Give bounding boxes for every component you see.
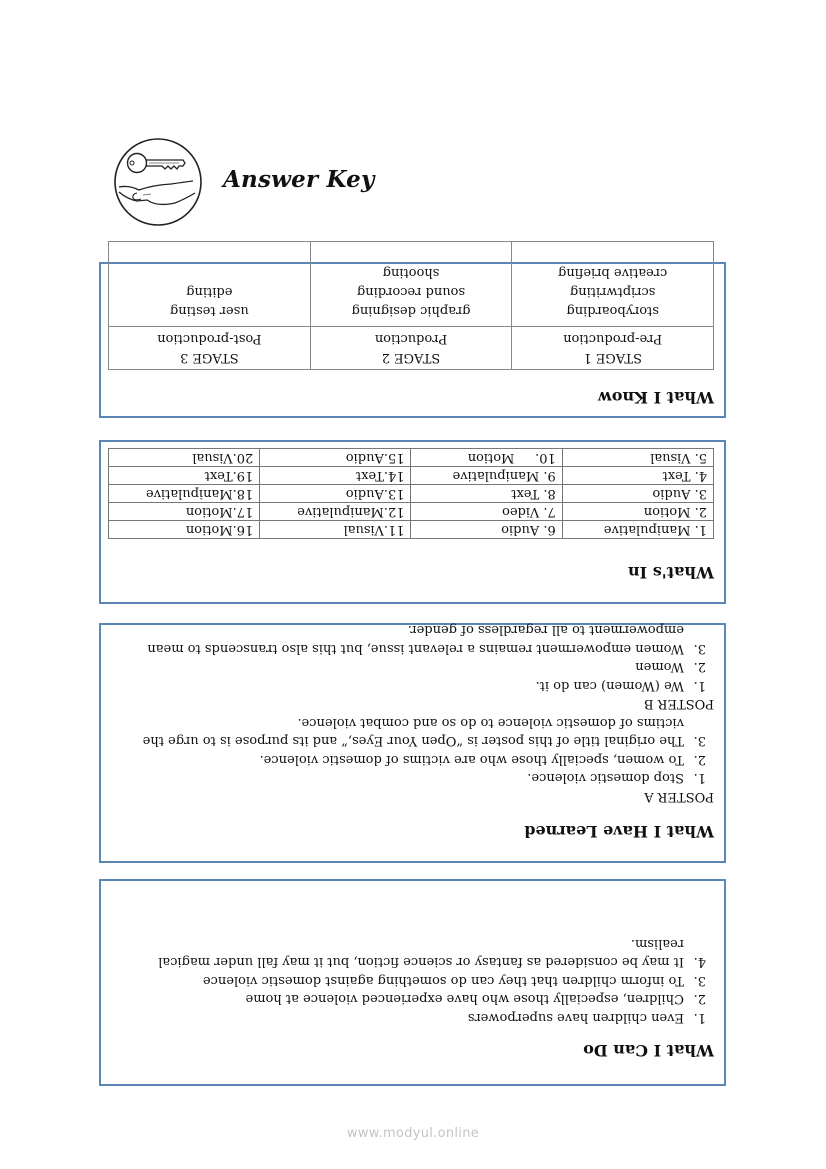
answer-cell: 3. Audio	[562, 485, 713, 503]
stage-tasks	[512, 242, 714, 327]
poster-label: POSTER A	[644, 789, 714, 804]
item-text: To women, specially those who are victims of domestic violence.	[259, 752, 684, 767]
answer-cell: 17.Motion	[109, 503, 260, 521]
stages-table	[108, 241, 714, 370]
section-title: What I Can Do	[583, 1041, 714, 1060]
task: graphic designing	[351, 303, 471, 318]
answer-key-title: Answer Key	[223, 166, 375, 193]
answer-cell: 7. Video	[411, 503, 562, 521]
list-item	[114, 768, 706, 787]
item-number: 3.	[693, 973, 706, 988]
list-item	[114, 713, 706, 750]
item-number: 3.	[693, 641, 706, 656]
item-number: 1.	[693, 1010, 706, 1025]
poster-label: POSTER B	[644, 696, 714, 712]
section-title: What I Have Learned	[524, 822, 714, 841]
answer-cell: 1. Manipulative	[562, 521, 713, 539]
answer-cell: 6. Audio	[411, 521, 562, 539]
answer-cell: 9. Manipulative	[411, 467, 562, 485]
item-text: It may be considered as fantasy or science fiction, but it may fall under magical realism.	[158, 936, 684, 970]
answer-cell: 19.Text	[109, 467, 260, 485]
stage-label: STAGE 2	[310, 348, 512, 370]
item-text: We (Women) can do it.	[535, 678, 684, 693]
item-number: 4.	[693, 954, 706, 970]
item-number: 2.	[693, 659, 706, 675]
task: user testing	[169, 303, 249, 318]
answer-cell: 13.Audio	[260, 485, 411, 503]
list-item	[114, 657, 706, 676]
item-text: The original title of this poster is “Open Your Eyes,” and its purpose is to urge the victims of domestic violence to do so and combat violence.	[142, 715, 684, 749]
answer-cell: 8. Text	[411, 485, 562, 503]
what-i-can-do-section	[99, 879, 726, 1086]
table-row	[109, 521, 714, 539]
list-item	[114, 971, 706, 990]
section-title: What I Know	[598, 388, 714, 407]
item-number: 2.	[693, 752, 706, 767]
answer-cell: 14.Text	[260, 467, 411, 485]
stage-tasks	[310, 242, 512, 327]
what-i-have-learned-section	[99, 623, 726, 863]
item-text: Women	[635, 659, 684, 675]
list-item	[114, 1008, 706, 1027]
table-row	[109, 503, 714, 521]
list-item	[114, 934, 706, 971]
phase-label: Pre-production	[512, 327, 714, 349]
table-row	[109, 467, 714, 485]
poster-b-answers	[114, 620, 714, 694]
task: shooting	[382, 265, 440, 280]
phase-label: Production	[310, 327, 512, 349]
can-do-answers	[114, 934, 714, 1027]
stage-label: STAGE 3	[109, 348, 311, 370]
answers-table	[108, 448, 714, 539]
can-do-content	[114, 934, 714, 1027]
list-item	[114, 750, 706, 769]
stage-label: STAGE 1	[512, 348, 714, 370]
what-i-know-section	[99, 262, 726, 418]
item-number: 3.	[693, 733, 706, 749]
list-item	[114, 620, 706, 657]
watermark: www.modyul.online	[346, 1126, 480, 1141]
item-number: 2.	[693, 991, 706, 1007]
list-item	[114, 676, 706, 695]
item-text: Stop domestic violence.	[527, 770, 684, 786]
answer-cell: 15.Audio	[260, 449, 411, 467]
learned-content	[114, 620, 714, 805]
item-number: 1.	[693, 678, 706, 693]
poster-a-answers	[114, 713, 714, 787]
table-row	[109, 485, 714, 503]
task: scriptwriting	[569, 284, 656, 299]
stage-tasks	[109, 242, 311, 327]
task: sound recording	[356, 284, 466, 299]
answer-cell: 2. Motion	[562, 503, 713, 521]
item-text: Children, especially those who have experienced violence at home	[245, 991, 684, 1007]
item-number: 1.	[693, 770, 706, 786]
list-item	[114, 989, 706, 1008]
task: creative briefing	[558, 265, 668, 280]
answer-cell: 4. Text	[562, 467, 713, 485]
item-text: To inform children that they can do something against domestic violence	[202, 973, 684, 988]
answer-cell: 11.Visual	[260, 521, 411, 539]
item-text: Women empowerment remains a relevant issue, but this also transcends to mean empowerment to all regardless of gender.	[147, 622, 684, 656]
answer-cell: 12.Manipulative	[260, 503, 411, 521]
answer-cell: 5. Visual	[562, 449, 713, 467]
task: storyboarding	[566, 303, 659, 318]
item-text: Even children have superpowers	[467, 1010, 684, 1025]
answer-cell: 10. Motion	[411, 449, 562, 467]
section-title: What's In	[628, 563, 714, 582]
phase-label: Post-production	[109, 327, 311, 349]
key-in-hand-icon	[113, 137, 203, 227]
table-row	[109, 449, 714, 467]
whats-in-section	[99, 440, 726, 604]
answer-cell: 18.Manipulative	[109, 485, 260, 503]
task: editing	[186, 284, 233, 299]
answer-cell: 20.Visual	[109, 449, 260, 467]
answer-cell: 16.Motion	[109, 521, 260, 539]
